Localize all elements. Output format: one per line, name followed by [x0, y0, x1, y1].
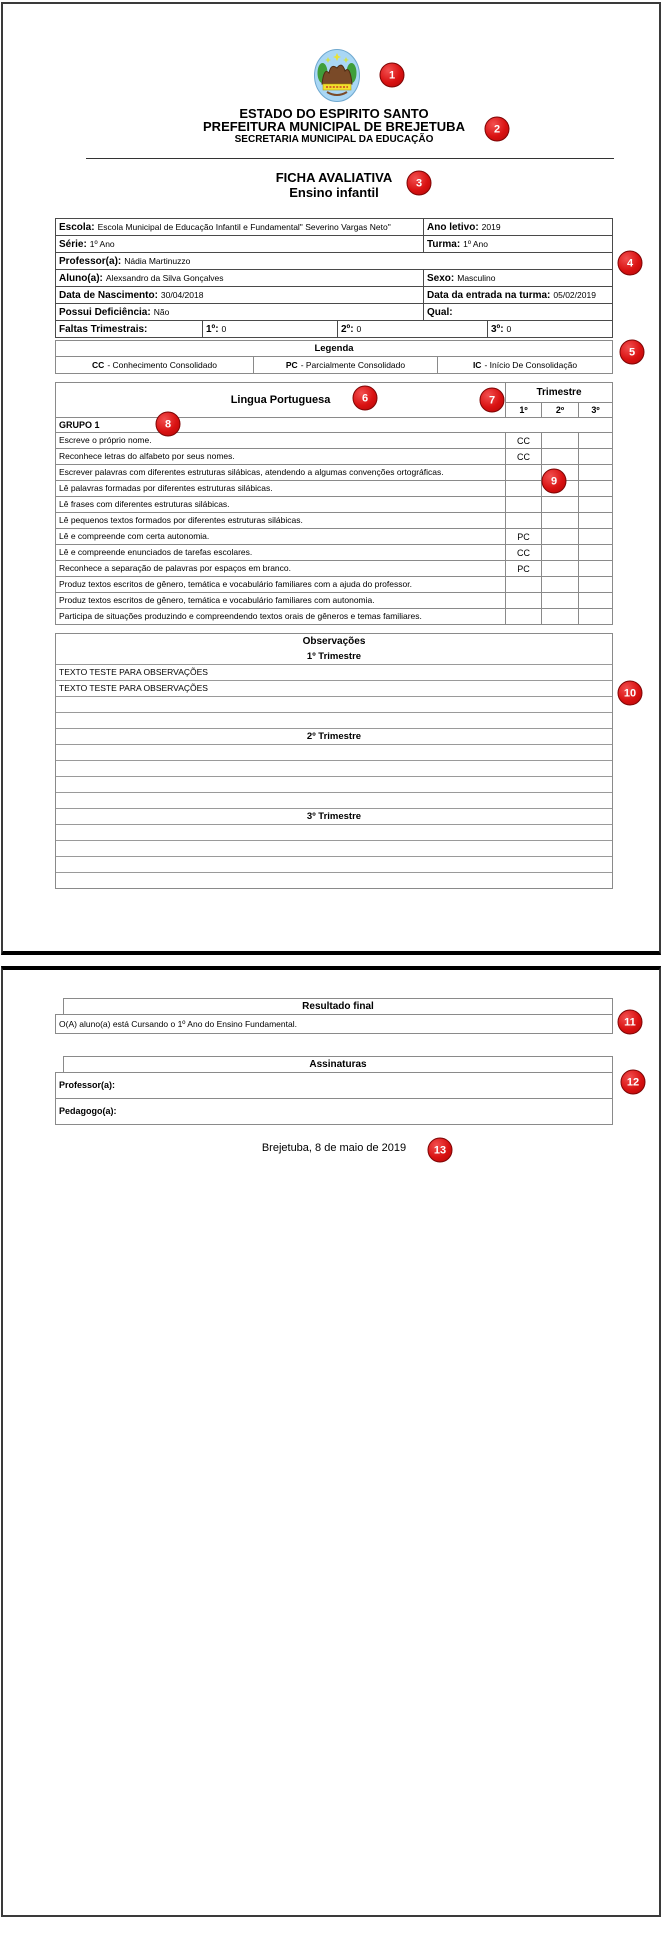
faltas-t3-value: 0 — [506, 324, 512, 334]
evaluation-table — [55, 382, 613, 625]
observation-empty-row — [56, 744, 612, 760]
mark-cell-t2 — [541, 561, 578, 576]
turma-value: 1º Ano — [463, 239, 489, 249]
criteria-row — [56, 432, 612, 448]
observation-text-row: TEXTO TESTE PARA OBSERVAÇÕES — [56, 664, 612, 680]
mark-cell-t1: PC — [517, 531, 530, 542]
legend-pc-code: PC — [285, 360, 298, 370]
sexo-label: Sexo: — [427, 272, 455, 284]
mark-cell-t1 — [506, 497, 541, 512]
qual-label: Qual: — [427, 306, 453, 318]
mark-cell-t1: PC — [517, 563, 530, 574]
observations-subheader: 3º Trimestre — [56, 808, 612, 824]
trimestre-header: Trimestre — [506, 383, 612, 403]
subject-title: Lingua Portuguesa — [56, 383, 506, 417]
mark-cell-t3 — [578, 545, 612, 560]
mark-cell-t3 — [578, 465, 612, 480]
legend-cc-text: - Conhecimento Consolidado — [107, 360, 217, 370]
group-header: GRUPO 1 — [56, 417, 612, 432]
callout-1: 1 — [380, 63, 405, 88]
legend-item-ic — [438, 357, 612, 373]
mark-cell-t1 — [506, 513, 541, 528]
trimestre-3-header: 3º — [578, 403, 612, 417]
callout-5: 5 — [620, 340, 645, 365]
criteria-row — [56, 576, 612, 592]
turma-label: Turma: — [427, 238, 461, 250]
org-line-prefecture: PREFEITURA MUNICIPAL DE BREJETUBA — [203, 119, 465, 134]
legend-ic-code: IC — [472, 360, 482, 370]
mark-cell-t3 — [578, 513, 612, 528]
aluno-label: Aluno(a): — [59, 272, 103, 284]
callout-6: 6 — [353, 386, 378, 411]
date-line: Brejetuba, 8 de maio de 2019 — [261, 1142, 407, 1154]
legend-cc-code: CC — [92, 360, 105, 370]
professor-signature-row — [55, 1072, 613, 1099]
entrada-label: Data da entrada na turma: — [427, 289, 551, 301]
faltas-t2-value: 0 — [356, 324, 362, 334]
escola-value: Escola Municipal de Educação Infantil e Fundamental" Severino Vargas Neto" — [97, 222, 391, 232]
mark-cell-t3 — [578, 593, 612, 608]
callout-2: 2 — [485, 117, 510, 142]
legend-item-pc — [254, 357, 438, 373]
row-professor — [56, 253, 612, 270]
org-line-state: ESTADO DO ESPIRITO SANTO — [239, 106, 429, 121]
row-serie — [56, 236, 612, 253]
final-result-title: Resultado final — [63, 998, 613, 1015]
faltas-label: Faltas Trimestrais: — [59, 323, 148, 335]
mark-cell-t2 — [541, 577, 578, 592]
observations-subheader: 2º Trimestre — [56, 728, 612, 744]
callout-9: 9 — [542, 469, 567, 494]
trimestre-2-header: 2º — [541, 403, 578, 417]
criteria-row — [56, 544, 612, 560]
callout-7: 7 — [480, 388, 505, 413]
mark-cell-t1 — [506, 465, 541, 480]
criteria-row — [56, 480, 612, 496]
nascimento-label: Data de Nascimento: — [59, 289, 158, 301]
legend-pc-text: - Parcialmente Consolidado — [300, 360, 406, 370]
mark-cell-t1 — [506, 609, 541, 624]
row-nascimento — [56, 287, 612, 304]
document-title: FICHA AVALIATIVA — [275, 170, 393, 185]
mark-cell-t1 — [506, 481, 541, 496]
callout-3: 3 — [407, 171, 432, 196]
document-subtitle: Ensino infantil — [289, 185, 379, 200]
criteria-row — [56, 512, 612, 528]
criteria-text: Reconhece a separação de palavras por espaços em branco. — [56, 561, 506, 576]
criteria-rows — [56, 432, 612, 624]
serie-label: Série: — [59, 238, 87, 250]
student-info-table — [55, 218, 613, 338]
observations-subheader: 1º Trimestre — [306, 651, 362, 662]
escola-label: Escola: — [59, 221, 95, 233]
deficiencia-label: Possui Deficiência: — [59, 306, 151, 318]
criteria-text: Produz textos escritos de gênero, temática e vocabulário familiares com autonomia. — [56, 593, 506, 608]
criteria-text: Lê e compreende enunciados de tarefas escolares. — [56, 545, 506, 560]
criteria-text: Escrever palavras com diferentes estruturas silábicas, atendendo a algumas convenções ortográficas. — [56, 465, 506, 480]
nascimento-value: 30/04/2018 — [160, 290, 204, 300]
observations-title: Observações — [302, 636, 366, 647]
legend-table — [55, 340, 613, 374]
mark-cell-t1: CC — [517, 435, 530, 446]
professor-value: Nádia Martinuzzo — [124, 256, 191, 266]
criteria-text: Lê pequenos textos formados por diferentes estruturas silábicas. — [56, 513, 506, 528]
observation-empty-row — [56, 856, 612, 872]
observation-empty-row — [56, 824, 612, 840]
faltas-t3-label: 3º: — [491, 323, 504, 335]
serie-value: 1º Ano — [89, 239, 115, 249]
criteria-row — [56, 608, 612, 624]
mark-cell-t3 — [578, 433, 612, 448]
entrada-value: 05/02/2019 — [553, 290, 596, 300]
trimestre-1-header: 1º — [519, 405, 528, 415]
org-header — [55, 107, 613, 145]
title-block — [55, 170, 613, 200]
criteria-text: Produz textos escritos de gênero, temática e vocabulário familiares com a ajuda do professor. — [56, 577, 506, 592]
mark-cell-t3 — [578, 497, 612, 512]
faltas-t1-value: 0 — [221, 324, 227, 334]
deficiencia-value: Não — [153, 307, 170, 317]
mark-cell-t3 — [578, 609, 612, 624]
mark-cell-t2 — [541, 609, 578, 624]
mark-cell-t2 — [541, 433, 578, 448]
callout-13: 13 — [428, 1138, 453, 1163]
mark-cell-t1 — [506, 577, 541, 592]
criteria-row — [56, 528, 612, 544]
criteria-row — [56, 496, 612, 512]
pedagogo-signature-row — [55, 1098, 613, 1125]
ano-letivo-label: Ano letivo: — [427, 221, 479, 233]
mark-cell-t1 — [506, 593, 541, 608]
criteria-text: Lê palavras formadas por diferentes estruturas silábicas. — [56, 481, 506, 496]
row-escola — [56, 219, 612, 236]
row-deficiencia — [56, 304, 612, 321]
observations-rows — [56, 649, 612, 888]
legend-item-cc — [56, 357, 254, 373]
org-line-secretary: SECRETARIA MUNICIPAL DA EDUCAÇÃO — [234, 134, 434, 145]
mark-cell-t3 — [578, 529, 612, 544]
mark-cell-t2 — [541, 545, 578, 560]
header-divider — [86, 158, 614, 159]
callout-10: 10 — [618, 681, 643, 706]
mark-cell-t3 — [578, 561, 612, 576]
row-faltas — [56, 321, 612, 337]
mark-cell-t1: CC — [517, 451, 530, 462]
observations-table — [55, 633, 613, 889]
criteria-row — [56, 592, 612, 608]
callout-11: 11 — [618, 1010, 643, 1035]
mark-cell-t2 — [541, 529, 578, 544]
observation-empty-row — [56, 712, 612, 728]
pedagogo-signature-label: Pedagogo(a): — [59, 1106, 117, 1116]
observation-text-row: TEXTO TESTE PARA OBSERVAÇÕES — [56, 680, 612, 696]
criteria-row — [56, 560, 612, 576]
mark-cell-t3 — [578, 481, 612, 496]
observation-empty-row — [56, 696, 612, 712]
row-aluno — [56, 270, 612, 287]
mark-cell-t2 — [541, 513, 578, 528]
criteria-row — [56, 448, 612, 464]
callout-12: 12 — [621, 1070, 646, 1095]
signatures-title: Assinaturas — [63, 1056, 613, 1073]
signatures-section — [55, 1056, 613, 1125]
ano-letivo-value: 2019 — [481, 222, 501, 232]
mark-cell-t1: CC — [517, 547, 530, 558]
mark-cell-t2 — [541, 497, 578, 512]
observation-empty-row — [56, 872, 612, 888]
legend-ic-text: - Início De Consolidação — [484, 360, 578, 370]
faltas-t1-label: 1º: — [206, 323, 219, 335]
criteria-text: Escreve o próprio nome. — [56, 433, 506, 448]
final-result-section — [55, 998, 613, 1034]
observation-empty-row — [56, 840, 612, 856]
final-result-text: O(A) aluno(a) está Cursando o 1º Ano do Ensino Fundamental. — [55, 1014, 613, 1034]
callout-8: 8 — [156, 412, 181, 437]
observation-empty-row — [56, 776, 612, 792]
criteria-text: Participa de situações produzindo e compreendendo textos orais de gêneros e temas familiares. — [56, 609, 506, 624]
observation-empty-row — [56, 792, 612, 808]
crest-icon — [314, 49, 360, 102]
mark-cell-t2 — [541, 449, 578, 464]
criteria-text: Lê frases com diferentes estruturas silábicas. — [56, 497, 506, 512]
faltas-t2-label: 2º: — [341, 323, 354, 335]
observation-empty-row — [56, 760, 612, 776]
mark-cell-t2 — [541, 593, 578, 608]
mark-cell-t3 — [578, 577, 612, 592]
criteria-text: Lê e compreende com certa autonomia. — [56, 529, 506, 544]
legend-title: Legenda — [56, 341, 612, 357]
mark-cell-t3 — [578, 449, 612, 464]
criteria-row — [56, 464, 612, 480]
criteria-text: Reconhece letras do alfabeto por seus nomes. — [56, 449, 506, 464]
sexo-value: Masculino — [457, 273, 496, 283]
professor-label: Professor(a): — [59, 255, 122, 267]
brejetuba-crest-logo — [314, 49, 360, 102]
callout-4: 4 — [618, 251, 643, 276]
aluno-value: Alexsandro da Silva Gonçalves — [105, 273, 224, 283]
professor-signature-label: Professor(a): — [59, 1080, 116, 1090]
